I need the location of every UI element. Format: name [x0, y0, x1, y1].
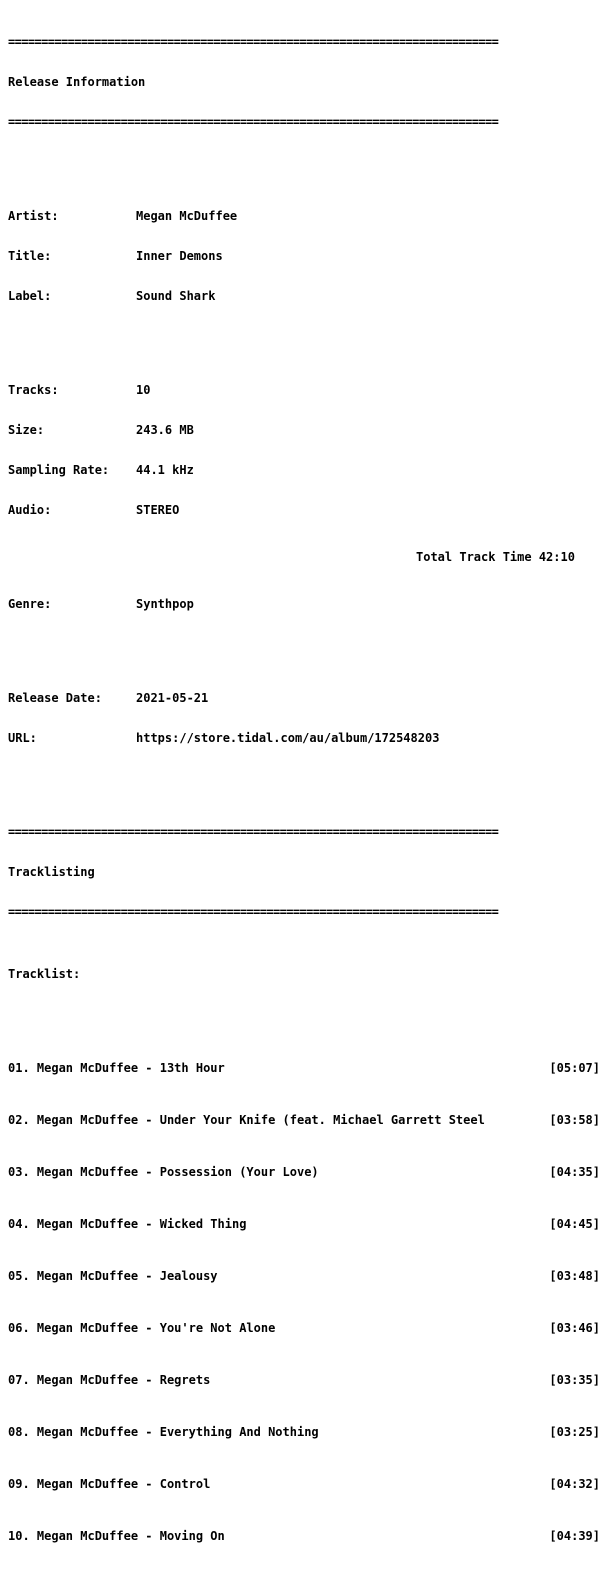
- track-title: 04. Megan McDuffee - Wicked Thing: [8, 1217, 247, 1231]
- track-row: [8, 1166, 600, 1190]
- tracklist-label: Tracklist:: [8, 967, 81, 981]
- field-value: Synthpop: [136, 597, 194, 611]
- spacer: [8, 772, 600, 784]
- track-duration: [04:39]: [549, 1529, 600, 1543]
- track-row: [8, 1530, 600, 1554]
- track-duration: [03:35]: [549, 1373, 600, 1387]
- track-row: [8, 1062, 600, 1086]
- field-title: [8, 250, 600, 262]
- track-title: 05. Megan McDuffee - Jealousy: [8, 1269, 218, 1283]
- field-label: URL:: [8, 731, 37, 745]
- field-audio: [8, 504, 600, 516]
- field-tracks: [8, 384, 600, 396]
- spacer: [8, 638, 600, 650]
- track-duration: [04:35]: [549, 1165, 600, 1179]
- field-label: Artist:: [8, 209, 59, 223]
- track-title: 07. Megan McDuffee - Regrets: [8, 1373, 211, 1387]
- release-info-heading: Release Information: [8, 75, 146, 89]
- separator-line: ==========================================================================: [8, 35, 499, 49]
- field-label: Size:: [8, 423, 45, 437]
- track-duration: [03:25]: [549, 1425, 600, 1439]
- field-artist: [8, 210, 600, 222]
- separator-line: ==========================================================================: [8, 825, 499, 839]
- track-list: [8, 1034, 600, 1582]
- track-row: [8, 1218, 600, 1242]
- field-label: Tracks:: [8, 383, 59, 397]
- track-row: [8, 1478, 600, 1502]
- field-value: https://store.tidal.com/au/album/172548203: [136, 731, 440, 745]
- track-title: 02. Megan McDuffee - Under Your Knife (feat. Michael Garrett Steel: [8, 1113, 485, 1127]
- field-size: [8, 424, 600, 436]
- separator-line: ==========================================================================: [8, 905, 499, 919]
- track-row: [8, 1322, 600, 1346]
- field-label: Label:: [8, 289, 52, 303]
- field-value: Sound Shark: [136, 289, 216, 303]
- field-label-name: [8, 290, 600, 302]
- release-document: [8, 8, 600, 1596]
- track-title: 08. Megan McDuffee - Everything And Nothing: [8, 1425, 319, 1439]
- total-track-time: Total Track Time 42:10: [416, 550, 575, 564]
- spacer: [8, 156, 600, 168]
- track-duration: [04:32]: [549, 1477, 600, 1491]
- track-duration: [03:46]: [549, 1321, 600, 1335]
- field-value: Megan McDuffee: [136, 209, 238, 223]
- track-row: [8, 1270, 600, 1294]
- field-release-date: [8, 692, 600, 704]
- field-label: Sampling Rate:: [8, 463, 110, 477]
- track-duration: [04:45]: [549, 1217, 600, 1231]
- track-duration: [03:58]: [549, 1113, 600, 1127]
- track-row: [8, 1114, 600, 1138]
- field-value: 2021-05-21: [136, 691, 209, 705]
- field-label: Audio:: [8, 503, 52, 517]
- field-value: 243.6 MB: [136, 423, 194, 437]
- track-title: 06. Megan McDuffee - You're Not Alone: [8, 1321, 276, 1335]
- field-label: Genre:: [8, 597, 52, 611]
- tracklisting-heading: Tracklisting: [8, 865, 95, 879]
- spacer: [8, 330, 600, 342]
- field-value: Inner Demons: [136, 249, 223, 263]
- track-row: [8, 1426, 600, 1450]
- field-genre: [8, 598, 600, 610]
- field-sampling-rate: [8, 464, 600, 476]
- track-title: 09. Megan McDuffee - Control: [8, 1477, 211, 1491]
- field-label: Title:: [8, 249, 52, 263]
- separator-line: ==========================================================================: [8, 115, 499, 129]
- field-label: Release Date:: [8, 691, 102, 705]
- track-title: 10. Megan McDuffee - Moving On: [8, 1529, 225, 1543]
- field-value: 10: [136, 383, 151, 397]
- track-title: 03. Megan McDuffee - Possession (Your Love): [8, 1165, 319, 1179]
- track-duration: [03:48]: [549, 1269, 600, 1283]
- field-url: [8, 732, 600, 744]
- track-title: 01. Megan McDuffee - 13th Hour: [8, 1061, 225, 1075]
- field-value: 44.1 kHz: [136, 463, 194, 477]
- track-row: [8, 1374, 600, 1398]
- track-duration: [05:07]: [549, 1061, 600, 1075]
- field-value: STEREO: [136, 503, 180, 517]
